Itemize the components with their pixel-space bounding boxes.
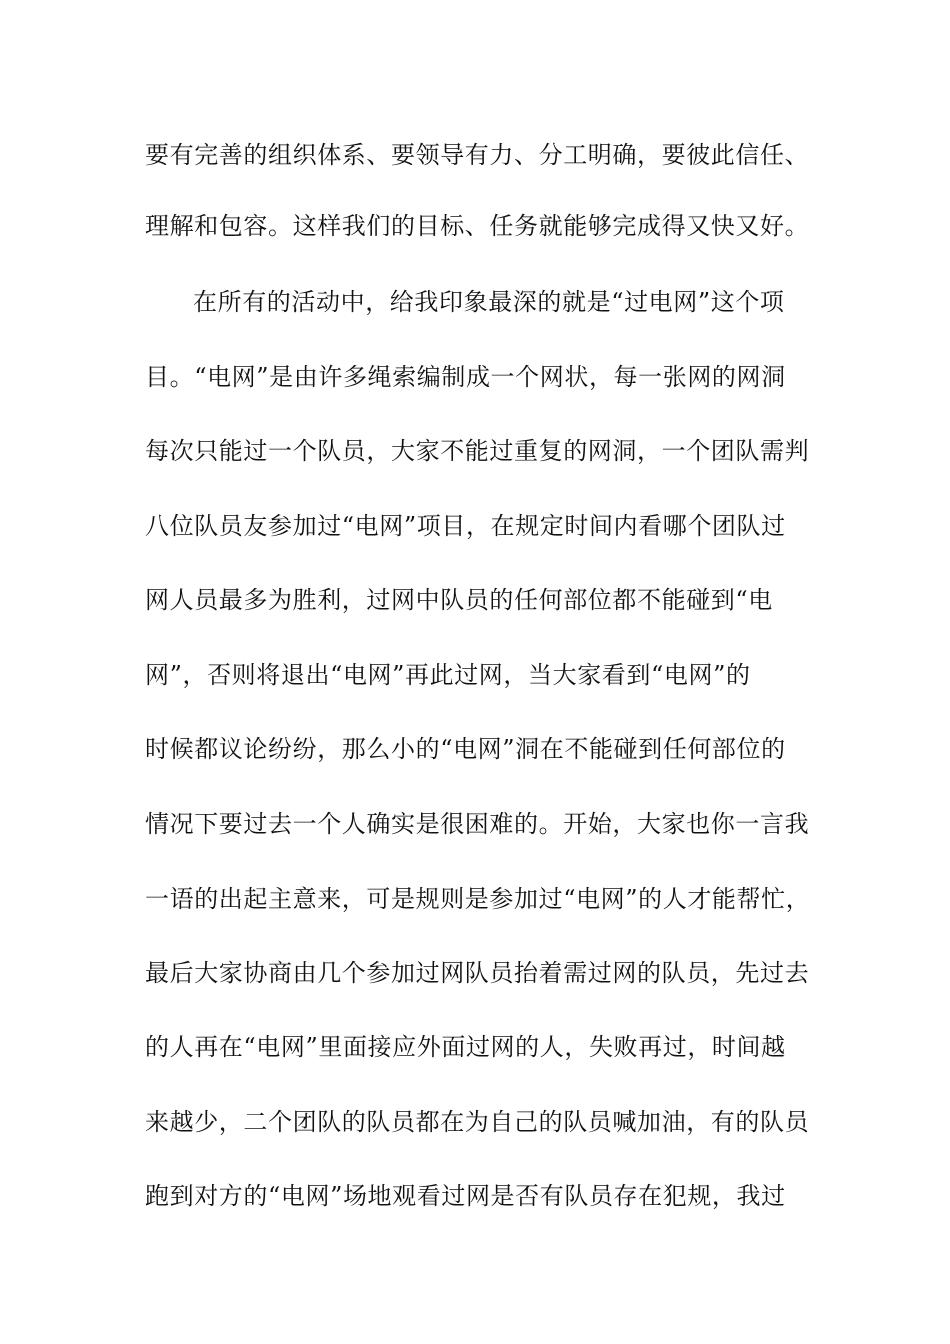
text-line: 来越少，二个团队的队员都在为自己的队员喊加油，有的队员 (145, 1108, 810, 1136)
text-line: 目。“电网”是由许多绳索编制成一个网状，每一张网的网洞 (145, 363, 786, 391)
text-line: 要有完善的组织体系、要领导有力、分工明确，要彼此信任、 (145, 141, 810, 169)
text-line: 时候都议论纷纷，那么小的“电网”洞在不能碰到任何部位的 (145, 735, 786, 763)
text-line: 情况下要过去一个人确实是很困难的。开始，大家也你一言我 (145, 810, 810, 838)
text-line: 八位队员友参加过“电网”项目，在规定时间内看哪个团队过 (145, 512, 786, 540)
paragraph-first-line: 在所有的活动中，给我印象最深的就是“过电网”这个项 (193, 288, 785, 316)
text-line: 每次只能过一个队员，大家不能过重复的网洞，一个团队需判 (145, 437, 810, 465)
text-line: 最后大家协商由几个参加过网队员抬着需过网的队员，先过去 (145, 959, 810, 987)
text-line: 的人再在“电网”里面接应外面过网的人，失败再过，时间越 (145, 1033, 786, 1061)
text-line: 理解和包容。这样我们的目标、任务就能够完成得又快又好。 (145, 212, 810, 240)
text-line: 网”，否则将退出“电网”再此过网，当大家看到“电网”的 (145, 661, 751, 689)
text-line: 网人员最多为胜利，过网中队员的任何部位都不能碰到“电 (145, 586, 773, 614)
text-line: 一语的出起主意来，可是规则是参加过“电网”的人才能帮忙， (145, 885, 811, 913)
text-line: 跑到对方的“电网”场地观看过网是否有队员存在犯规，我过 (145, 1182, 786, 1210)
